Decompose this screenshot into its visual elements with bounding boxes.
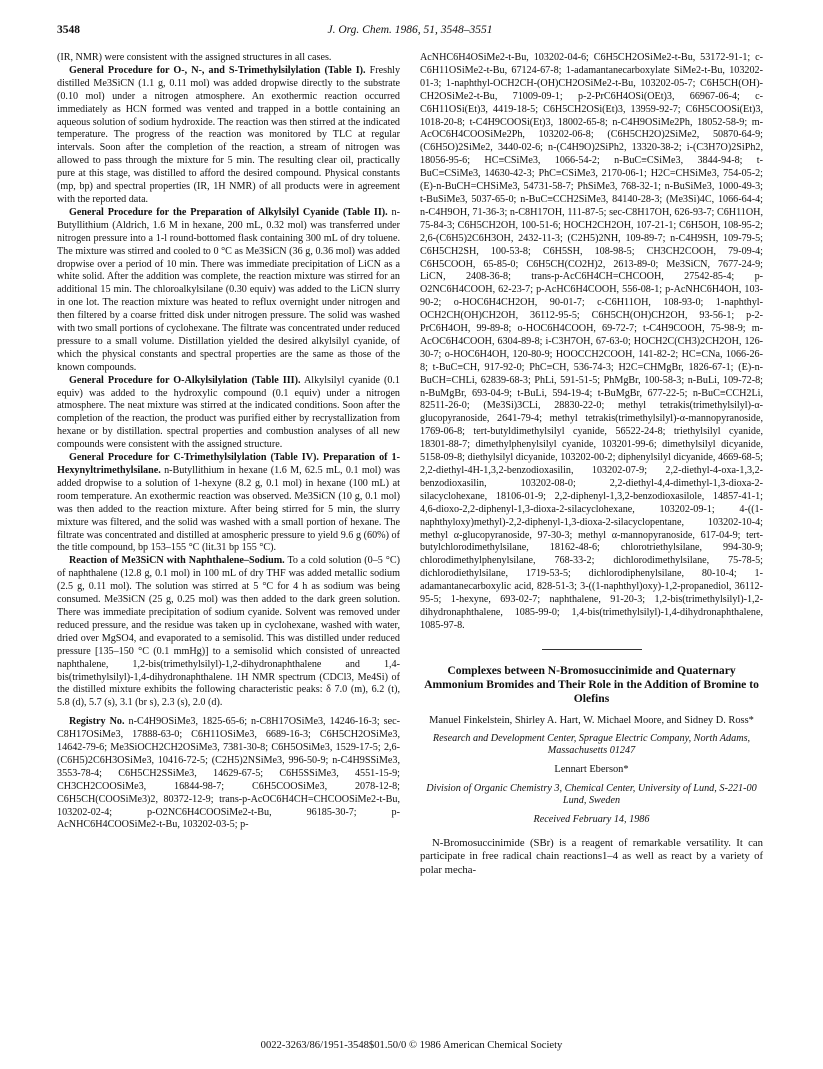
page-header <box>57 24 763 40</box>
paragraph-alkylsilyl-cyanide <box>57 207 400 375</box>
section-heading: General Procedure for C-Trimethylsilylation (Table IV). Preparation of 1-Hexynyltrimethylsilane. <box>57 452 400 476</box>
paragraph-body: n-Butyllithium (Aldrich, 1.6 M in hexane, 200 mL, 0.32 mol) was transferred under nitrogen pressure into a 1-l round-bottomed flask containing 300 mL of dry toluene. The mixture was stirred and cooled to 0 °C as Me3SiCN (36 g, 0.36 mol) was added dropwise over a period of 10 min. There was immediate precipitation of LiCN as a white solid. After the addition was complete, the reaction mixture was stirred for an additional 15 min. The chloroalkylsilane (0.30 equiv) was added to the LiCN slurry in one lot. The reaction mixture was heated to reflux overnight under nitrogen and then filtered by a coarse fritted disk under nitrogen pressure. The solid was washed with two small portions of cyclohexane. The filtrate was concentrated under reduced pressure to a small volume. Distillation yielded the desired alkylsilyl cyanide, of which the physical constants and spectral properties are the same as those of the known compounds. <box>57 206 400 373</box>
section-divider <box>542 649 642 650</box>
registry-body: n-C4H9OSiMe3, 1825-65-6; n-C8H17OSiMe3, 14246-16-3; sec-C8H17OSiMe3, 17888-63-0; C6H11OSiMe3, 6689-16-3; C6H5CH2OSiMe3, 14642-79-6; Me3SiOCH2CH2OSiMe3, 7381-30-8; C6H5OSiMe3, 1529-17-5; 2,6-(C6H5)2C6H3OSiMe3, 10416-72-5; (C2H5)2NSiMe3, 996-50-9; n-C4H9SSiMe3, 3553-78-4; C6H5CH2SSiMe3, 14629-67-5; C6H5SSiMe3, 4551-15-9; CH3CH2COOSiMe3, 16844-98-7; C6H5COOSiMe3, 2078-12-8; C6H5CH(COOSiMe3)2, 80372-12-9; trans-p-AcOC6H4CH=CHCOOSiMe2-t-Bu, 103202-02-4; p-O2NC6H4COOSiMe2-t-Bu, 96185-30-7; p-AcNHC6H4COOSiMe2-t-Bu, 103202-03-5; p- <box>57 716 400 831</box>
section-heading: General Procedure for O-, N-, and S-Trimethylsilylation (Table I). <box>69 64 366 76</box>
paragraph-o-alkylsilylation <box>57 375 400 452</box>
received-date: Received February 14, 1986 <box>533 814 650 826</box>
paragraph-naphthalene-sodium <box>57 555 400 710</box>
affiliation-sprague: Research and Development Center, Sprague Electric Company, North Adams, Massachusetts 01247 <box>432 732 751 757</box>
section-heading: Reaction of Me3SiCN with Naphthalene–Sodium. <box>69 555 285 567</box>
affiliation-lund: Division of Organic Chemistry 3, Chemical Center, University of Lund, S-221-00 Lund, Sweden <box>426 782 757 807</box>
paragraph-trimethylsilylation <box>57 65 400 207</box>
section-heading: General Procedure for the Preparation of Alkylsilyl Cyanide (Table II). <box>69 206 388 218</box>
paragraph-c-trimethylsilylation <box>57 452 400 555</box>
journal-citation: J. Org. Chem. 1986, 51, 3548–3551 <box>327 24 493 36</box>
paragraph-continuation: (IR, NMR) were consistent with the assigned structures in all cases. <box>57 52 332 63</box>
author-eberson: Lennart Eberson* <box>554 763 629 775</box>
paragraph-body: Alkylsilyl cyanide (0.1 equiv) was added to the hydroxylic compound (0.1 equiv) under a nitrogen atmosphere. The neat mixture was stirred at the indicated conditions. Soon after the completion of the reaction, the product was purified either by recrystallization from hexane or by distillation. spectral properties and combustion analyses of all new compounds were consistent with the assigned structure. <box>57 374 400 451</box>
page-footer: 0022-3263/86/1951-3548$01.50/0 © 1986 American Chemical Society <box>260 1040 563 1051</box>
registry-heading: Registry No. <box>69 716 125 728</box>
paragraph-registry <box>57 716 400 832</box>
paragraph-body: Freshly distilled Me3SiCN (1.1 g, 0.11 mol) was added dropwise directly to the substrate (0.10 mol) under a nitrogen atmosphere. An exothermic reaction occurred immediately as HCN formed was vented and trapped in a bottle containing an aqueous solution of sodium hydroxide. The reaction was then stirred at the indicated temperature. The progress of the reaction was monitored by TLC at regular intervals. Soon after the completion of the reaction, a stream of nitrogen was allowed to pass through the mixture for 5 min. The resulting clear oil, practically pure at this stage, was distilled to afford the desired compound. Physical constants (mp, bp) and spectral properties (IR, 1H NMR) of all products were in agreement with the reported data. <box>57 64 401 205</box>
author-list: Manuel Finkelstein, Shirley A. Hart, W. Michael Moore, and Sidney D. Ross* <box>429 714 754 726</box>
page-number: 3548 <box>57 24 80 36</box>
intro-paragraph: N-Bromosuccinimide (SBr) is a reagent of remarkable versatility. It can participate in free radical chain reactions1–4 as well as react by a variety of polar mecha- <box>420 836 763 876</box>
article-title: Complexes between N-Bromosuccinimide and Quaternary Ammonium Bromides and Their Role in the Addition of Bromine to Olefins <box>424 663 759 705</box>
section-heading: General Procedure for O-Alkylsilylation (Table III). <box>69 374 301 386</box>
left-column <box>57 52 400 832</box>
right-column <box>420 52 763 877</box>
paragraph-body: n-Butyllithium in hexane (1.6 M, 62.5 mL, 0.1 mol) was added dropwise to a solution of 1-hexyne (8.2 g, 0.1 mol) in hexane (100 mL) at room temperature. An exothermic reaction was observed. Me3SiCN (10 g, 0.1 mol) was then added to the reaction mixture. After being stirred for 5 min, the slurry mixture was filtered, and the solid was washed with a small portion of hexane. The filtrate was concentrated and distilled at amospheric pressure to yield 9.6 g (60%) of the title compound, bp 153–155 °C (lit.31 bp 155 °C). <box>57 465 400 554</box>
paragraph-body: To a cold solution (0–5 °C) of naphthalene (12.8 g, 0.1 mol) in 100 mL of dry THF was added metallic sodium (2.5 g, 0.11 mol). The solution was stirred at 5 °C for 4 h as sodium was being consumed. Me3SiCN (25 g, 0.25 mol) was then added to the dark green solution. There was immediate precipitation of sodium cyanide. Solvent was removed under reduced pressure, and the residue was taken up in cyclohexane, washed with water, dried over MgSO4, and evaporated to a semisolid. This was distilled under reduced pressure [135–150 °C (0.1 mmHg)] to a semisolid which consisted of unreacted naphthalene, 1,2-bis(trimethylsilyl)-1,2-dihydronaphthalene and 1,4-bis(trimethylsilyl)-1,4-dihydronaphthalene. 1H NMR spectrum (CDCl3, Me4Si) of the distilled mixture exhibits the following characteristic peaks: δ 7.0 (m), 6.2 (t), 5.8 (d), 5.7 (s), 3.1 (br s), 2.3 (s), 2.0 (d). <box>57 555 400 709</box>
registry-continuation: AcNHC6H4OSiMe2-t-Bu, 103202-04-6; C6H5CH2OSiMe2-t-Bu, 53172-91-1; c-C6H11OSiMe2-t-Bu, 67124-67-8; 1-adamantanecarboxylate SiMe2-t-Bu, 103202-01-3; 1-naphthyl-OCH2CH-(OH)CH2OSiMe2-t-Bu, 103202-05-7; C6H5CH(OH)-CH2OSiMe2-t-Bu, 71009-09-1; p-2-PrC6H4OSi(OEt)3, 66967-06-4; c-C6H11OSi(Et)3, 4419-18-5; C6H5CH2OSi(Et)3, 13959-92-7; C6H5COOSi(Et)3, 1018-20-8; t-C4H9COOSi(Et)3, 18002-65-8; n-C4H9OSiMe2Ph, 18052-58-9; m-AcOC6H4COOSiMe2Ph, 103202-06-8; (C6H5CH2O)2SiMe2, 50870-64-9; (C6H5O)2SiMe2, 3440-02-6; n-(C4H9O)2SiPh2, 13320-38-2; i-(C3H7O)2SiPh2, 18056-95-6; HC≡CSiMe3, 1066-54-2; n-BuC≡CSiMe3, 3844-94-8; t-BuC≡CSiMe3, 14630-42-3; PhC≡CSiMe3, 2170-06-1; H2C=CHSiMe3, 754-05-2; (E)-n-BuCH=CHSiMe3, 54731-58-7; PhSiMe3, 768-32-1; n-BuSiMe3, 1000-49-3; t-BuSiMe3, 5037-65-0; n-BuC≡CCH2SiMe3, 84140-28-3; (Me3Si)4C, 1066-64-4; n-C4H9OH, 71-36-3; n-C8H17OH, 111-87-5; sec-C8H17OH, 626-93-7; C6H11OH, 75-84-3; C6H5CH2OH, 100-51-6; HOCH2CH2OH, 107-21-1; C6H5OH, 108-95-2; 2,6-(C6H5)2C6H3OH, 2432-11-3; (C2H5)2NH, 109-89-7; n-C4H9SH, 109-79-5; C6H5CH2SH, 100-53-8; C6H5SH, 108-98-5; CH3CH2COOH, 79-09-4; C6H5COOH, 65-85-0; C6H5CH(CO2H)2, 2613-89-0; Me3SiCN, 7677-24-9; LiCN, 2408-36-8; trans-p-AcC6H4CH=CHCOOH, 27542-85-4; p-O2NC6H4COOH, 62-23-7; p-AcHC6H4COOH, 556-08-1; p-AcNHC6H4OH, 103-90-2; o-HOC6H4CH2OH, 90-01-7; c-C6H11OH, 108-93-0; 1-naphthyl-OCH2CH(OH)CH2OH, 36112-95-5; C6H5CH(OH)CH2OH, 93-56-1; p-2-PrC6H4OH, 99-89-8; o-HOC6H4COOH, 69-72-7; t-C4H9COOH, 75-98-9; m-AcOC6H4COOH, 6304-89-8; i-C3H7OH, 67-63-0; HOCH2C(CH3)2CH2OH, 126-30-7; o-HOC6H4OH, 120-80-9; HOOCCH2COOH, 141-82-2; HC≡CNa, 1066-26-8; t-BuC≡CH, 917-92-0; PhC≡CH, 536-74-3; H2C=CHMgBr, 1826-67-1; (E)-n-BuCH=CHLi, 62839-68-3; PhLi, 591-51-5; PhMgBr, 100-58-3; n-BuLi, 109-72-8; n-BuMgBr, 693-04-9; t-BuLi, 594-19-4; t-BuMgBr, 677-22-5; n-BuC≡CCH2Li, 82511-26-0; (Me3Si)3CLi, 28830-22-0; methyl tetrakis(trimethylsilyl)-α-glucopyranoside, 2641-79-4; methyl tetrakis(trimethylsilyl)-α-mannopyranoside, 1769-06-8; tert-butyldimethylsilyl cyanide, 56522-24-8; triethylsilyl cyanide, 18301-88-7; dimethylphenylsilyl cyanide, 103201-99-6; dimethylsilyl dicyanide, 5158-09-8; diethylsilyl dicyanide, 103202-00-2; diphenylsilyl dicyanide, 4669-68-5; 2,2-diethyl-4H-1,3,2-benzodioxasilin, 103202-07-9; 2,2-diethyl-4-oxa-1,3,2-benzodioxasilin, 103202-08-0; 2,2-diethyl-4,4-dimethyl-1,3-dioxa-2-silacyclohexane, 18106-01-9; 2,2-diphenyl-1,3,2-benzodioxasilole, 14857-41-1; 4,6-dioxo-2,2-diphenyl-1,3-dioxa-2-silacyclohexane, 103202-09-1; 4-((1-naphthyloxy)methyl)-2,2-diphenyl-1,3-dioxa-2-silacyclopentane, 103202-10-4; methyl α-glucopyranoside, 97-30-3; methyl α-mannopyranoside, 617-04-9; tert-butylchlorodimethylsilane, 18162-48-6; chlorotriethylsilane, 994-30-9; chlorodimethylphenylsilane, 768-33-2; dichlorodimethylsilane, 75-78-5; dichlorodiethylsilane, 1719-53-5; dichlorodiphenylsilane, 80-10-4; 1-adamantanecarboxylic acid, 828-51-3; 3-((1-naphthyl)oxy)-1,2-propanediol, 36112-95-5; 1-hexyne, 693-02-7; naphthalene, 91-20-3; 1,2-bis(trimethylsilyl)-1,2-dihydronaphthalene, 1085-99-0; 1,4-bis(trimethylsilyl)-1,4-dihydronaphthalene, 1085-97-8. <box>420 52 763 631</box>
